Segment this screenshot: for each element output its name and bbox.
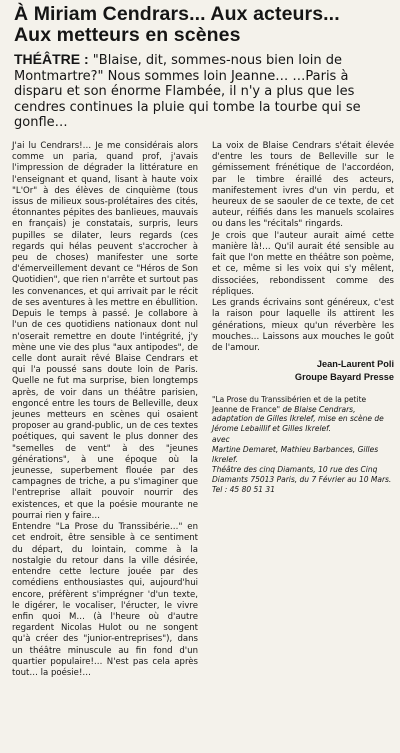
signature bbox=[212, 358, 394, 383]
headline bbox=[14, 4, 394, 46]
lead-paragraph bbox=[14, 52, 390, 131]
right-paragraph-3: Les grands écrivains sont généreux, c'est la raison pour laquelle ils attirent les générations, mieux qu'un réverbère les mouches… Laissons aux mouches le goût de l'amour. bbox=[212, 298, 394, 354]
credit-cast: Martine Demaret, Mathieu Barbances, Gilles Ikrelef. bbox=[212, 445, 379, 464]
production-credits bbox=[212, 395, 394, 494]
credit-venue: Théâtre des cinq Diamants, 10 rue des Cinq Diamants 75013 Paris, du 7 Février au 10 Mars. Tel : 45 80 51 31 bbox=[212, 465, 392, 494]
left-paragraph-3: Entendre "La Prose du Transsibérie…" en cet endroit, être sensible à ce sentiment du départ, du lointain, comme à la nostalgie du retour dans la ville désirée, entendre cette lecture jouée par des comédiens enthousiastes qui, aujourd'hui encore, préfèrent s'imprégner 'd'un texte, le digérer, le vocaliser, l'éructer, le vivre enfin quoi M… (à l'heure où d'autre regardent Nicolas Hulot ou ne songent qu'à créer des "junior-entreprises"), dans un théâtre minuscule au fin fond d'un quartier populaire!… N'est pas cela après tout… la poésie!… bbox=[12, 522, 198, 678]
right-column bbox=[212, 141, 394, 746]
right-paragraph-1: La voix de Blaise Cendrars s'était élevée d'entre les tours de Belleville sur le gémissement frénétique de l'accordéon, par le timbre éraillé des acteurs, manifestement ivres d'un vin perdu, et heureux de se saouler de ce texte, de cet auteur, réifiés dans les manuels scolaires ou dans les "récitals" ringards. bbox=[212, 141, 394, 230]
left-paragraph-1: J'ai lu Cendrars!… Je me considérais alors comme un paria, quand prof, j'avais l'impression de dégrader la littérature en l'enseignant et quand, lisant à haute voix "L'Or" à des élèves de cinquième (tous issus de milieux sous-prolétaires des cités, étonnantes pépites des banlieues, mauvais en français) je constatais, surpris, leurs pupilles se dilater, leurs regards (ces regards qui hélas peuvent s'accrocher à peu de choses) manifester une sorte d'émerveillement devant ce "Héros de Son Quotidien", que rien n'arrête et surtout pas les convenances, et qui arrivait par le récit de ses aventures à les mettre en ébullition. bbox=[12, 141, 198, 308]
lead-text: "Blaise, dit, sommes-nous bien loin de Montmartre?" Nous sommes loin Jeanne… …Paris à disparu et son énorme Flambée, il n'y a plus que les cendres continues la pluie qui tombe la tourbe qui se gonfle… bbox=[14, 53, 361, 131]
headline-line-2: Aux metteurs en scènes bbox=[14, 24, 241, 46]
headline-line-1: À Miriam Cendrars... Aux acteurs... bbox=[14, 3, 340, 25]
right-paragraph-2: Je crois que l'auteur aurait aimé cette manière là!… Qu'il aurait été sensible au fait que l'on mette en théâtre son poème, et ce, même si les voix qui s'y mêlent, dissociées, rebondissent comme des répliques. bbox=[212, 230, 394, 297]
credit-show bbox=[212, 395, 394, 433]
left-paragraph-2: Depuis le temps à passé. Je collabore à l'un de ces quotidiens nationaux dont nul n'oserait remettre en doute l'intégrité, j'y mène une vie des plus "aux antipodes", de celle dont aurait rêvé Blaise Cendrars et qui l'a poussé sans doute loin de Paris. Quelle ne fut ma surprise, bien longtemps après, de voir dans un théâtre parisien, engoncé entre les tours de Belleville, deux jeunes metteurs en scènes qui osaient proposer au grand-public, un de ces textes poétiques, qui savent le plus donner des "semelles de vent" à des "jeunes générations", à une époque où la jeunesse, superbement flouée par des campagnes de triche, a pu s'imaginer que l'entreprise allait pouvoir nourrir des existences, et que la poésie mourante ne pourrai rien y faire… bbox=[12, 309, 198, 521]
left-column bbox=[12, 141, 198, 746]
author-group: Groupe Bayard Presse bbox=[294, 371, 394, 382]
credit-title: "La Prose du Transsibérien et de la petite Jeanne de France" bbox=[212, 395, 367, 414]
author-name: Jean-Laurent Poli bbox=[316, 359, 394, 370]
credit-adaptation: de Blaise Cendrars, adaptation de Gilles Ikrelef, mise en scène de Jérome Lebaillif et Gilles Ikrelef. bbox=[212, 404, 384, 434]
credit-avec: avec bbox=[212, 434, 230, 444]
lead-kicker: THÉÂTRE : bbox=[14, 51, 89, 67]
